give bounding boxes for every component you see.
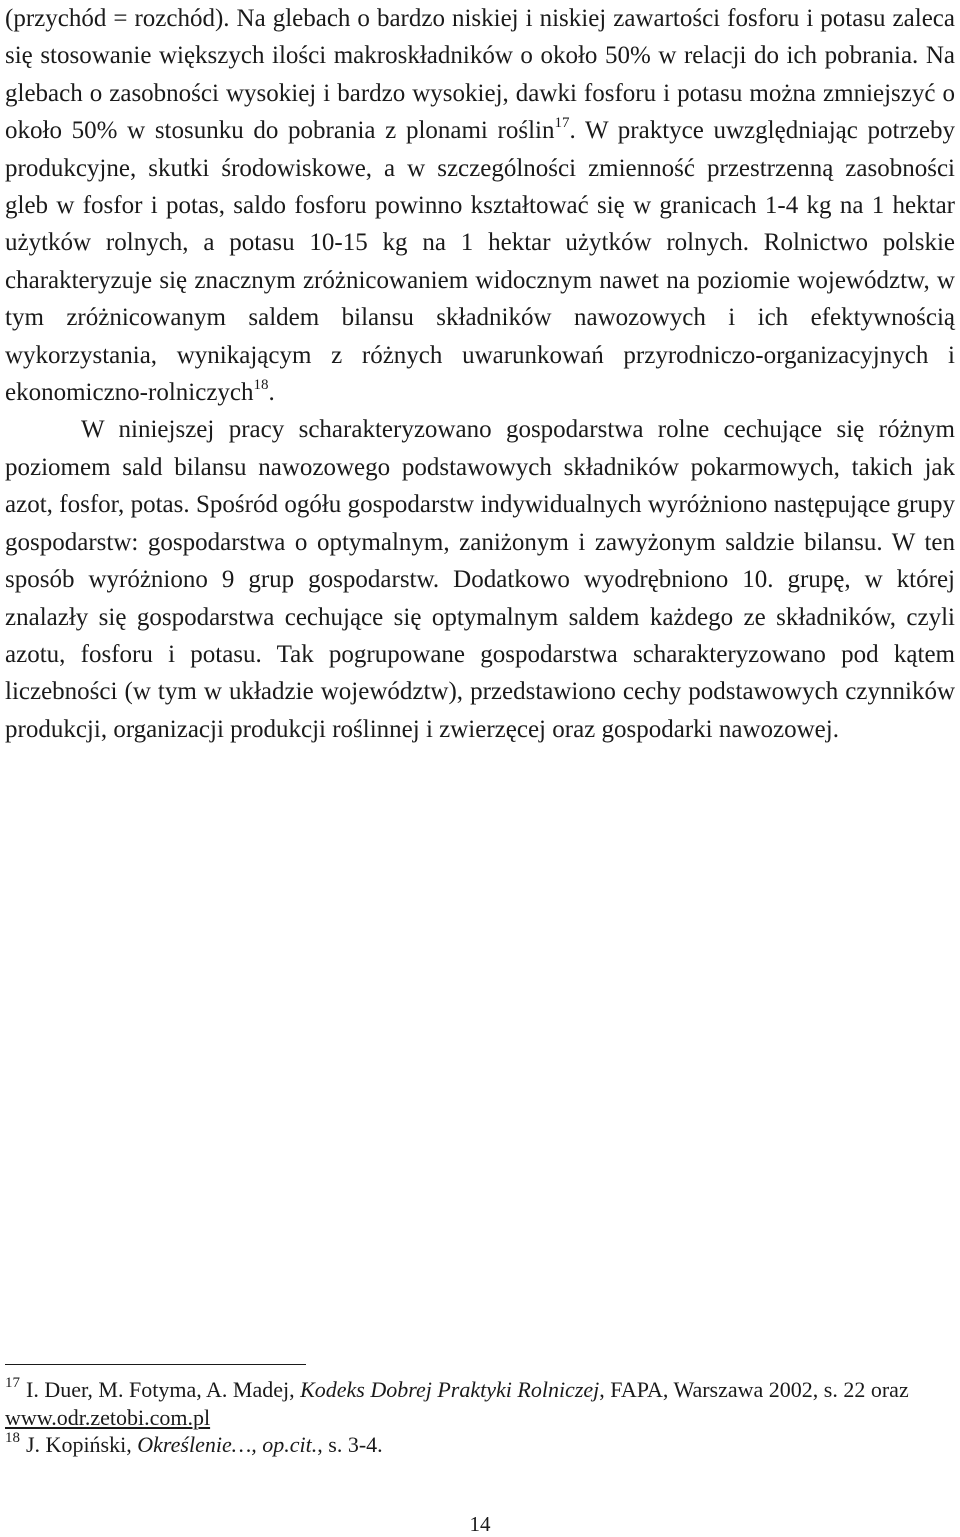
footnote-18-authors: J. Kopiński, — [26, 1432, 138, 1457]
footnote-17 — [5, 1376, 955, 1431]
footnote-17-title: Kodeks Dobrej Praktyki Rolniczej — [300, 1377, 600, 1402]
paragraph-1-text-c: . — [268, 379, 275, 407]
footnote-18-rest: , s. 3-4. — [317, 1432, 383, 1457]
footnote-17-rest: , FAPA, Warszawa 2002, s. 22 oraz — [599, 1377, 909, 1402]
footnote-separator — [5, 1364, 306, 1365]
page-body — [5, 0, 955, 748]
footnotes-section — [5, 1364, 955, 1459]
paragraph-1-text-b: . W praktyce uwzględniając potrzeby produkcyjne, skutki środowiskowe, a w szczególności zmienność przestrzenną zasobności gleb w fosfor i potas, saldo fosforu powinno kształtować się w granicach 1-4 kg na 1 hektar użytków rolnych, a potasu 10-15 kg na 1 hektar użytków rolnych. Rolnictwo polskie charakteryzuje się znacznym zróżnicowaniem widocznym nawet na poziomie województw, w tym zróżnicowanym saldem bilansu składników nawozowych i ich efektywnością wykorzystania, wynikającym z różnych uwarunkowań przyrodniczo-organizacyjnych i ekonomiczno-rolniczych — [5, 117, 955, 407]
footnote-18-mark: 18 — [5, 1430, 20, 1446]
paragraph-2-text: W niniejszej pracy scharakteryzowano gospodarstwa rolne cechujące się różnym poziomem sald bilansu nawozowego podstawowych składników pokarmowych, takich jak azot, fosfor, potas. Spośród ogółu gospodarstw indywidualnych wyróżniono następujące grupy gospodarstw: gospodarstwa o optymalnym, zaniżonym i zawyżonym saldzie bilansu. W ten sposób wyróżniono 9 grup gospodarstw. Dodatkowo wyodrębniono 10. grupę, w której znalazły się gospodarstwa cechujące się optymalnym saldem każdego ze składników, czyli azotu, fosforu i potasu. Tak pogrupowane gospodarstwa scharakteryzowano pod kątem liczebności (w tym w układzie województw), przedstawiono cechy podstawowych czynników produkcji, organizacji produkcji roślinnej i zwierzęcej oraz gospodarki nawozowej. — [5, 416, 955, 743]
page-number: 14 — [469, 1512, 491, 1536]
paragraph-1-text-a: (przychód = rozchód). Na glebach o bardzo niskiej i niskiej zawartości fosforu i potasu zaleca się stosowanie większych ilości makroskładników o około 50% w relacji do ich pobrania. Na glebach o zasobności wysokiej i bardzo wysokiej, dawki fosforu i potasu można zmniejszyć o około 50% w stosunku do pobrania z plonami roślin — [5, 5, 955, 145]
footnote-18 — [5, 1431, 955, 1459]
footnote-17-mark: 17 — [5, 1375, 20, 1391]
footnote-17-authors: I. Duer, M. Fotyma, A. Madej, — [26, 1377, 301, 1402]
footnote-ref-18[interactable]: 18 — [253, 377, 269, 394]
footnote-17-link[interactable]: www.odr.zetobi.com.pl — [5, 1404, 211, 1430]
footnote-18-title: Określenie…, op.cit. — [137, 1432, 318, 1457]
paragraph-1 — [5, 0, 955, 411]
footnote-ref-17[interactable]: 17 — [554, 115, 570, 132]
paragraph-2 — [5, 411, 955, 748]
